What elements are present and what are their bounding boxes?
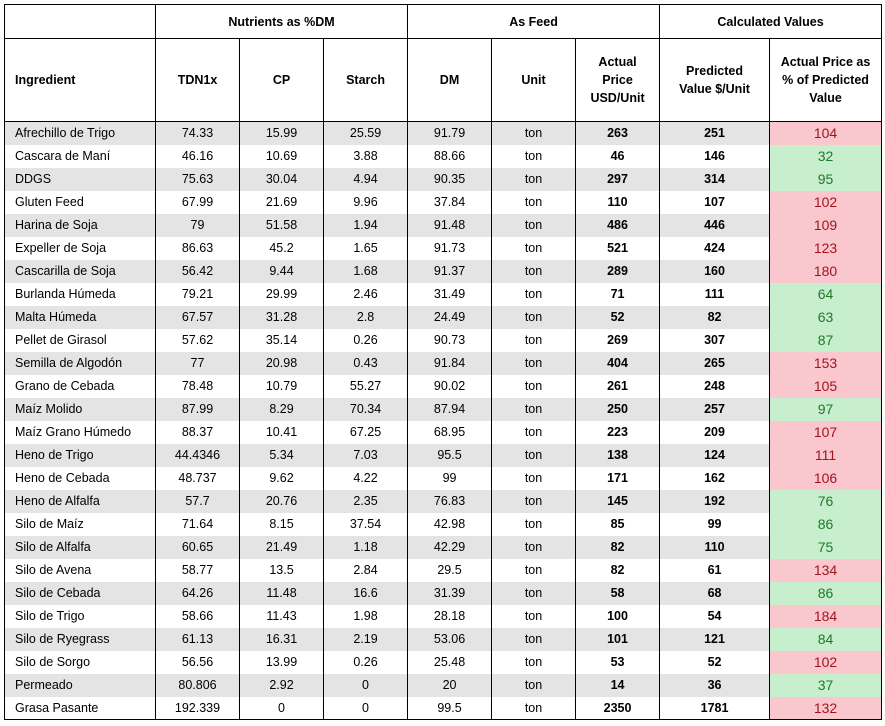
ingredient-cell: Silo de Cebada	[5, 582, 156, 605]
unit-cell: ton	[492, 122, 576, 145]
table-row	[5, 674, 882, 697]
starch-cell: 1.18	[324, 536, 408, 559]
predicted-value-cell: 160	[660, 260, 770, 283]
price-pct-cell: 132	[770, 697, 882, 720]
actual-price-cell: 138	[576, 444, 660, 467]
tdn-cell: 88.37	[156, 421, 240, 444]
starch-cell: 3.88	[324, 145, 408, 168]
dm-cell: 31.39	[408, 582, 492, 605]
ingredient-cell: Malta Húmeda	[5, 306, 156, 329]
starch-cell: 2.8	[324, 306, 408, 329]
price-pct-cell: 86	[770, 513, 882, 536]
starch-cell: 2.46	[324, 283, 408, 306]
price-pct-cell: 102	[770, 191, 882, 214]
predicted-value-cell: 52	[660, 651, 770, 674]
ingredient-cell: Silo de Sorgo	[5, 651, 156, 674]
ingredient-cell: Maíz Grano Húmedo	[5, 421, 156, 444]
actual-price-cell: 100	[576, 605, 660, 628]
ingredient-cell: Grasa Pasante	[5, 697, 156, 720]
tdn-cell: 78.48	[156, 375, 240, 398]
starch-cell: 0.26	[324, 651, 408, 674]
price-pct-cell: 76	[770, 490, 882, 513]
starch-cell: 0.26	[324, 329, 408, 352]
starch-cell: 16.6	[324, 582, 408, 605]
tdn-cell: 48.737	[156, 467, 240, 490]
actual-price-cell: 269	[576, 329, 660, 352]
unit-cell: ton	[492, 697, 576, 720]
blank-group-cell	[5, 5, 156, 39]
predicted-value-cell: 124	[660, 444, 770, 467]
actual-price-cell: 145	[576, 490, 660, 513]
cp-cell: 20.76	[240, 490, 324, 513]
table-row	[5, 697, 882, 720]
cp-cell: 45.2	[240, 237, 324, 260]
nutrients-group-header: Nutrients as %DM	[156, 5, 408, 39]
predicted-value-cell: 192	[660, 490, 770, 513]
tdn-cell: 57.62	[156, 329, 240, 352]
column-header-ingredient: Ingredient	[5, 39, 156, 122]
table-row	[5, 513, 882, 536]
unit-cell: ton	[492, 582, 576, 605]
tdn-cell: 67.57	[156, 306, 240, 329]
dm-cell: 91.37	[408, 260, 492, 283]
tdn-cell: 58.77	[156, 559, 240, 582]
dm-cell: 37.84	[408, 191, 492, 214]
unit-cell: ton	[492, 536, 576, 559]
dm-cell: 87.94	[408, 398, 492, 421]
column-header-actual-price: Actual Price USD/Unit	[576, 39, 660, 122]
feed-price-table	[4, 4, 882, 720]
predicted-value-cell: 424	[660, 237, 770, 260]
dm-cell: 95.5	[408, 444, 492, 467]
tdn-cell: 77	[156, 352, 240, 375]
dm-cell: 29.5	[408, 559, 492, 582]
actual-price-cell: 261	[576, 375, 660, 398]
ingredient-cell: Harina de Soja	[5, 214, 156, 237]
tdn-cell: 192.339	[156, 697, 240, 720]
actual-price-cell: 82	[576, 536, 660, 559]
predicted-value-cell: 54	[660, 605, 770, 628]
tdn-cell: 58.66	[156, 605, 240, 628]
cp-cell: 0	[240, 697, 324, 720]
unit-cell: ton	[492, 145, 576, 168]
unit-cell: ton	[492, 237, 576, 260]
starch-cell: 2.84	[324, 559, 408, 582]
unit-cell: ton	[492, 306, 576, 329]
price-pct-cell: 64	[770, 283, 882, 306]
price-pct-cell: 134	[770, 559, 882, 582]
predicted-value-cell: 146	[660, 145, 770, 168]
cp-cell: 9.44	[240, 260, 324, 283]
cp-cell: 5.34	[240, 444, 324, 467]
cp-cell: 11.43	[240, 605, 324, 628]
cp-cell: 10.69	[240, 145, 324, 168]
actual-price-cell: 52	[576, 306, 660, 329]
unit-cell: ton	[492, 444, 576, 467]
actual-price-cell: 486	[576, 214, 660, 237]
column-header-row	[5, 39, 882, 122]
actual-price-cell: 110	[576, 191, 660, 214]
dm-cell: 68.95	[408, 421, 492, 444]
unit-cell: ton	[492, 214, 576, 237]
ingredient-cell: Silo de Avena	[5, 559, 156, 582]
dm-cell: 90.02	[408, 375, 492, 398]
cp-cell: 11.48	[240, 582, 324, 605]
dm-cell: 31.49	[408, 283, 492, 306]
ingredient-cell: Pellet de Girasol	[5, 329, 156, 352]
unit-cell: ton	[492, 513, 576, 536]
starch-cell: 9.96	[324, 191, 408, 214]
dm-cell: 90.73	[408, 329, 492, 352]
column-header-cp: CP	[240, 39, 324, 122]
dm-cell: 42.29	[408, 536, 492, 559]
tdn-cell: 71.64	[156, 513, 240, 536]
predicted-value-cell: 82	[660, 306, 770, 329]
price-pct-cell: 95	[770, 168, 882, 191]
starch-cell: 4.94	[324, 168, 408, 191]
predicted-value-cell: 99	[660, 513, 770, 536]
table-row	[5, 605, 882, 628]
tdn-cell: 64.26	[156, 582, 240, 605]
unit-cell: ton	[492, 674, 576, 697]
column-header-predicted-value: Predicted Value $/Unit	[660, 39, 770, 122]
dm-cell: 91.79	[408, 122, 492, 145]
predicted-value-cell: 1781	[660, 697, 770, 720]
unit-cell: ton	[492, 398, 576, 421]
price-pct-cell: 123	[770, 237, 882, 260]
unit-cell: ton	[492, 467, 576, 490]
predicted-value-cell: 446	[660, 214, 770, 237]
starch-cell: 1.94	[324, 214, 408, 237]
actual-price-cell: 171	[576, 467, 660, 490]
ingredient-cell: Cascara de Maní	[5, 145, 156, 168]
starch-cell: 55.27	[324, 375, 408, 398]
tdn-cell: 57.7	[156, 490, 240, 513]
group-header-row	[5, 5, 882, 39]
dm-cell: 91.73	[408, 237, 492, 260]
table-row	[5, 260, 882, 283]
dm-cell: 42.98	[408, 513, 492, 536]
starch-cell: 1.65	[324, 237, 408, 260]
price-pct-cell: 153	[770, 352, 882, 375]
column-header-unit: Unit	[492, 39, 576, 122]
starch-cell: 70.34	[324, 398, 408, 421]
table-row	[5, 444, 882, 467]
unit-cell: ton	[492, 260, 576, 283]
starch-cell: 2.35	[324, 490, 408, 513]
predicted-value-cell: 314	[660, 168, 770, 191]
tdn-cell: 74.33	[156, 122, 240, 145]
cp-cell: 13.99	[240, 651, 324, 674]
dm-cell: 90.35	[408, 168, 492, 191]
table-row	[5, 145, 882, 168]
predicted-value-cell: 257	[660, 398, 770, 421]
unit-cell: ton	[492, 283, 576, 306]
ingredient-cell: Grano de Cebada	[5, 375, 156, 398]
actual-price-cell: 2350	[576, 697, 660, 720]
tdn-cell: 87.99	[156, 398, 240, 421]
dm-cell: 25.48	[408, 651, 492, 674]
actual-price-cell: 404	[576, 352, 660, 375]
dm-cell: 76.83	[408, 490, 492, 513]
table-row	[5, 490, 882, 513]
actual-price-cell: 297	[576, 168, 660, 191]
table-row	[5, 651, 882, 674]
cp-cell: 30.04	[240, 168, 324, 191]
price-pct-cell: 105	[770, 375, 882, 398]
price-pct-cell: 84	[770, 628, 882, 651]
dm-cell: 88.66	[408, 145, 492, 168]
table-row	[5, 582, 882, 605]
price-pct-cell: 37	[770, 674, 882, 697]
column-header-tdn: TDN1x	[156, 39, 240, 122]
actual-price-cell: 101	[576, 628, 660, 651]
ingredient-cell: Silo de Maíz	[5, 513, 156, 536]
dm-cell: 20	[408, 674, 492, 697]
actual-price-cell: 14	[576, 674, 660, 697]
cp-cell: 15.99	[240, 122, 324, 145]
unit-cell: ton	[492, 651, 576, 674]
starch-cell: 4.22	[324, 467, 408, 490]
ingredient-cell: Heno de Alfalfa	[5, 490, 156, 513]
starch-cell: 37.54	[324, 513, 408, 536]
tdn-cell: 79.21	[156, 283, 240, 306]
cp-cell: 10.79	[240, 375, 324, 398]
dm-cell: 99	[408, 467, 492, 490]
unit-cell: ton	[492, 168, 576, 191]
actual-price-cell: 85	[576, 513, 660, 536]
predicted-value-cell: 162	[660, 467, 770, 490]
tdn-cell: 80.806	[156, 674, 240, 697]
price-pct-cell: 86	[770, 582, 882, 605]
cp-cell: 35.14	[240, 329, 324, 352]
dm-cell: 28.18	[408, 605, 492, 628]
actual-price-cell: 289	[576, 260, 660, 283]
price-pct-cell: 32	[770, 145, 882, 168]
price-pct-cell: 87	[770, 329, 882, 352]
table-row	[5, 375, 882, 398]
unit-cell: ton	[492, 375, 576, 398]
tdn-cell: 60.65	[156, 536, 240, 559]
actual-price-cell: 521	[576, 237, 660, 260]
column-header-price-pct: Actual Price as % of Predicted Value	[770, 39, 882, 122]
table-row	[5, 122, 882, 145]
cp-cell: 2.92	[240, 674, 324, 697]
actual-price-cell: 71	[576, 283, 660, 306]
actual-price-cell: 250	[576, 398, 660, 421]
ingredient-cell: Burlanda Húmeda	[5, 283, 156, 306]
price-pct-cell: 75	[770, 536, 882, 559]
ingredient-cell: Heno de Trigo	[5, 444, 156, 467]
ingredient-cell: Silo de Trigo	[5, 605, 156, 628]
unit-cell: ton	[492, 605, 576, 628]
cp-cell: 29.99	[240, 283, 324, 306]
starch-cell: 1.98	[324, 605, 408, 628]
starch-cell: 2.19	[324, 628, 408, 651]
ingredient-cell: Silo de Alfalfa	[5, 536, 156, 559]
unit-cell: ton	[492, 628, 576, 651]
price-pct-cell: 109	[770, 214, 882, 237]
cp-cell: 8.15	[240, 513, 324, 536]
table-row	[5, 559, 882, 582]
price-pct-cell: 184	[770, 605, 882, 628]
predicted-value-cell: 111	[660, 283, 770, 306]
cp-cell: 10.41	[240, 421, 324, 444]
predicted-value-cell: 68	[660, 582, 770, 605]
dm-cell: 53.06	[408, 628, 492, 651]
table-row	[5, 168, 882, 191]
cp-cell: 51.58	[240, 214, 324, 237]
tdn-cell: 61.13	[156, 628, 240, 651]
unit-cell: ton	[492, 490, 576, 513]
actual-price-cell: 53	[576, 651, 660, 674]
column-header-starch: Starch	[324, 39, 408, 122]
price-pct-cell: 63	[770, 306, 882, 329]
ingredient-cell: Semilla de Algodón	[5, 352, 156, 375]
actual-price-cell: 58	[576, 582, 660, 605]
predicted-value-cell: 265	[660, 352, 770, 375]
tdn-cell: 56.56	[156, 651, 240, 674]
predicted-value-cell: 121	[660, 628, 770, 651]
tdn-cell: 79	[156, 214, 240, 237]
predicted-value-cell: 36	[660, 674, 770, 697]
price-pct-cell: 102	[770, 651, 882, 674]
price-pct-cell: 111	[770, 444, 882, 467]
starch-cell: 7.03	[324, 444, 408, 467]
table-body	[5, 122, 882, 720]
unit-cell: ton	[492, 352, 576, 375]
predicted-value-cell: 110	[660, 536, 770, 559]
dm-cell: 91.48	[408, 214, 492, 237]
cp-cell: 21.49	[240, 536, 324, 559]
ingredient-cell: DDGS	[5, 168, 156, 191]
actual-price-cell: 263	[576, 122, 660, 145]
predicted-value-cell: 248	[660, 375, 770, 398]
table-row	[5, 398, 882, 421]
starch-cell: 67.25	[324, 421, 408, 444]
unit-cell: ton	[492, 329, 576, 352]
table-row	[5, 628, 882, 651]
tdn-cell: 67.99	[156, 191, 240, 214]
tdn-cell: 86.63	[156, 237, 240, 260]
starch-cell: 0.43	[324, 352, 408, 375]
table-row	[5, 467, 882, 490]
table-row	[5, 237, 882, 260]
cp-cell: 31.28	[240, 306, 324, 329]
ingredient-cell: Gluten Feed	[5, 191, 156, 214]
price-pct-cell: 97	[770, 398, 882, 421]
column-header-dm: DM	[408, 39, 492, 122]
cp-cell: 13.5	[240, 559, 324, 582]
table-row	[5, 329, 882, 352]
table-row	[5, 306, 882, 329]
starch-cell: 1.68	[324, 260, 408, 283]
table-row	[5, 536, 882, 559]
dm-cell: 99.5	[408, 697, 492, 720]
starch-cell: 0	[324, 697, 408, 720]
price-pct-cell: 180	[770, 260, 882, 283]
tdn-cell: 75.63	[156, 168, 240, 191]
predicted-value-cell: 107	[660, 191, 770, 214]
ingredient-cell: Maíz Molido	[5, 398, 156, 421]
table-row	[5, 421, 882, 444]
unit-cell: ton	[492, 191, 576, 214]
table-row	[5, 191, 882, 214]
price-pct-cell: 104	[770, 122, 882, 145]
actual-price-cell: 46	[576, 145, 660, 168]
ingredient-cell: Permeado	[5, 674, 156, 697]
ingredient-cell: Heno de Cebada	[5, 467, 156, 490]
unit-cell: ton	[492, 421, 576, 444]
price-pct-cell: 107	[770, 421, 882, 444]
tdn-cell: 56.42	[156, 260, 240, 283]
starch-cell: 25.59	[324, 122, 408, 145]
cp-cell: 20.98	[240, 352, 324, 375]
predicted-value-cell: 209	[660, 421, 770, 444]
table-row	[5, 283, 882, 306]
predicted-value-cell: 61	[660, 559, 770, 582]
dm-cell: 24.49	[408, 306, 492, 329]
ingredient-cell: Silo de Ryegrass	[5, 628, 156, 651]
predicted-value-cell: 307	[660, 329, 770, 352]
dm-cell: 91.84	[408, 352, 492, 375]
cp-cell: 9.62	[240, 467, 324, 490]
ingredient-cell: Expeller de Soja	[5, 237, 156, 260]
price-pct-cell: 106	[770, 467, 882, 490]
actual-price-cell: 82	[576, 559, 660, 582]
ingredient-cell: Cascarilla de Soja	[5, 260, 156, 283]
table-row	[5, 214, 882, 237]
predicted-value-cell: 251	[660, 122, 770, 145]
actual-price-cell: 223	[576, 421, 660, 444]
starch-cell: 0	[324, 674, 408, 697]
as-feed-group-header: As Feed	[408, 5, 660, 39]
cp-cell: 21.69	[240, 191, 324, 214]
unit-cell: ton	[492, 559, 576, 582]
table-row	[5, 352, 882, 375]
tdn-cell: 46.16	[156, 145, 240, 168]
cp-cell: 16.31	[240, 628, 324, 651]
ingredient-cell: Afrechillo de Trigo	[5, 122, 156, 145]
cp-cell: 8.29	[240, 398, 324, 421]
calculated-group-header: Calculated Values	[660, 5, 882, 39]
tdn-cell: 44.4346	[156, 444, 240, 467]
